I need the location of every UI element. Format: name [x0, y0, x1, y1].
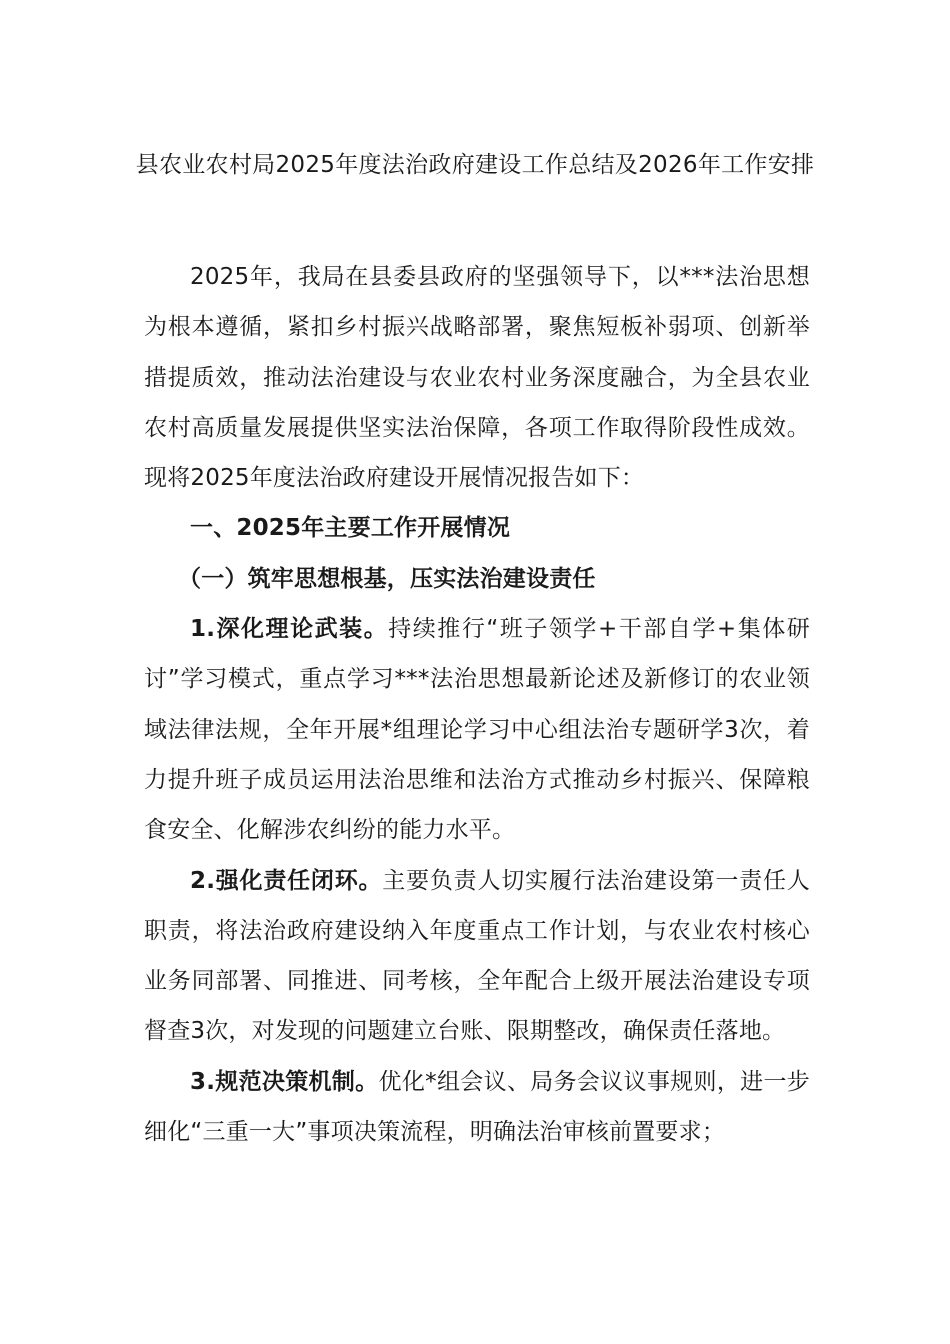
item-text: 主要负责人切实履行法治建设第一责任人职责，将法治政府建设纳入年度重点工作计划，与农业农村核心业务同部署、同推进、同考核，全年配合上级开展法治建设专项督查3次，对发现的问题建立台账、限期整改，确保责任落地。 [144, 867, 810, 1045]
section-heading: 一、2025年主要工作开展情况 [190, 515, 511, 542]
item-paragraph-2 [144, 856, 810, 1057]
item-text: 优化*组会议、局务会议议事规则，进一步细化“三重一大”事项决策流程，明确法治审核前置要求； [144, 1068, 810, 1146]
item-paragraph-1 [144, 604, 810, 855]
subsection-heading: （一）筑牢思想根基，压实法治建设责任 [178, 565, 596, 592]
item-lead: 2.强化责任闭环。 [190, 867, 383, 894]
item-lead: 1.深化理论武装。 [190, 616, 389, 643]
document-title: 县农业农村局2025年度法治政府建设工作总结及2026年工作安排 [135, 152, 815, 178]
item-text: 持续推行“班子领学+干部自学+集体研讨”学习模式，重点学习***法治思想最新论述及新修订的农业领域法律法规，全年开展*组理论学习中心组法治专题研学3次，着力提升班子成员运用法治思维和法治方式推动乡村振兴、保障粮食安全、化解涉农纠纷的能力水平。 [144, 616, 810, 844]
item-lead: 3.规范决策机制。 [190, 1068, 379, 1095]
document-body [144, 252, 810, 1157]
item-paragraph-3 [144, 1057, 810, 1158]
intro-paragraph: 2025年，我局在县委县政府的坚强领导下，以***法治思想为根本遵循，紧扣乡村振兴战略部署，聚焦短板补弱项、创新举措提质效，推动法治建设与农业农村业务深度融合，为全县农业农村高质量发展提供坚实法治保障，各项工作取得阶段性成效。现将2025年度法治政府建设开展情况报告如下： [144, 264, 810, 492]
